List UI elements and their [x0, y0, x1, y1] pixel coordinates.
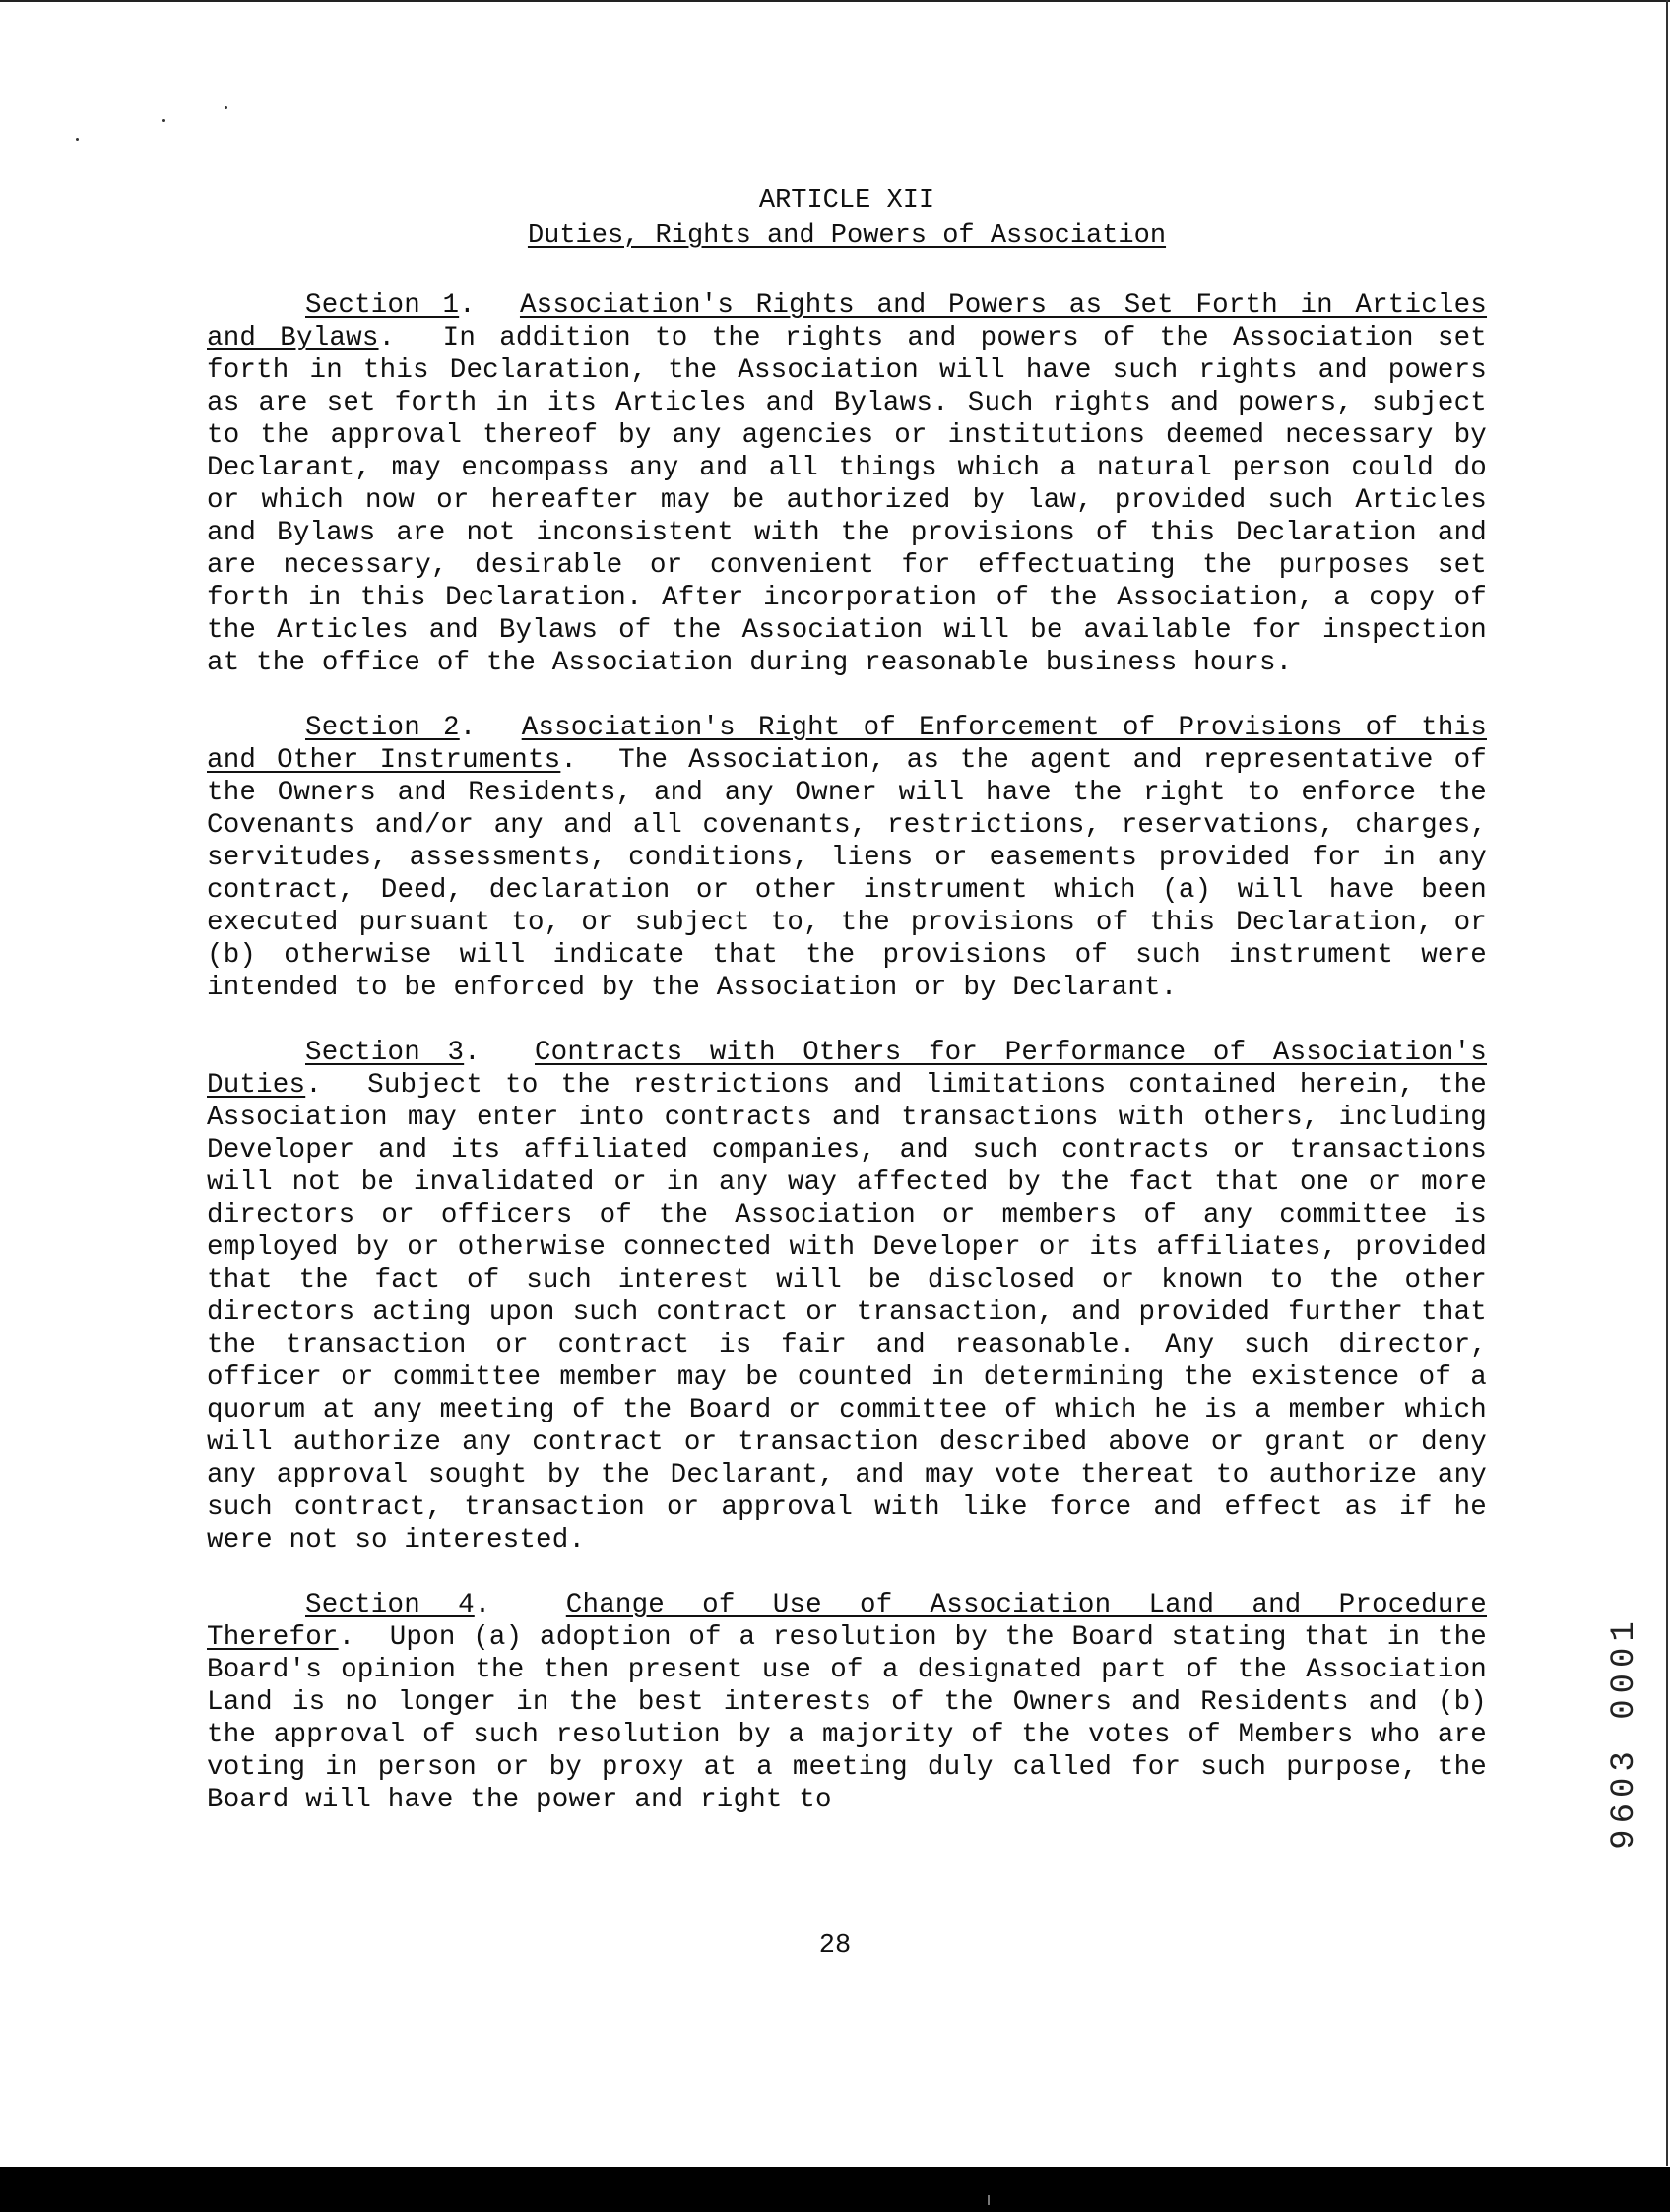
section-4: Section 4. Change of Use of Association Land and Procedure Therefor. Upon (a) adoption of a resolution by the Board stating that in the Board's opinion the then present use of a designated part of the Association Land is no longer in the best interests of the Owners and Residents and (b) the approval of such resolution by a majority of the votes of Members who are voting in person or by proxy at a meeting duly called for such purpose, the Board will have the power and right to [207, 1590, 1487, 1815]
section-heading: Change of Use of Association Land and Procedure Therefor [207, 1590, 1487, 1653]
section-3: Section 3. Contracts with Others for Performance of Association's Duties. Subject to the restrictions and limitations contained herein, the Association may enter into contracts and transactions with others, including Developer and its affiliated companies, and such contracts or transactions will not be invalidated or in any way affected by the fact that one or more directors or officers of the Association or members of any committee is employed by or otherwise connected with Developer or its affiliates, provided that the fact of such interest will be disclosed or known to the other directors acting upon such contract or transaction, and provided further that the transaction or contract is fair and reasonable. Any such director, officer or committee member may be counted in determining the existence of a quorum at any meeting of the Board or committee of which he is a member which will authorize any contract or transaction described above or grant or deny any approval sought by the Declarant, and may vote thereat to authorize any such contract, transaction or approval with like force and effect as if he were not so interested. [207, 1038, 1488, 1555]
page-top-edge [0, 0, 1670, 2]
section-number: Section 1 [305, 290, 460, 321]
page-number: 28 [818, 1931, 852, 1961]
section-number: Section 2 [305, 713, 460, 743]
section-heading: Contracts with Others for Performance of Association's Duties [207, 1038, 1488, 1101]
section-heading: Association's Rights and Powers as Set Forth in Articles and Bylaws [207, 290, 1488, 353]
section-text: In addition to the rights and powers of the Association set forth in this Declaration, the Association will have such rights and powers as are set forth in its Articles and Bylaws. Such rights and powers, subject to the approval thereof by any agencies or institutions deemed necessary by Declarant, may encompass any and all things which a natural person could do or which now or hereafter may be authorized by law, provided such Articles and Bylaws are not inconsistent with the provisions of this Declaration and are necessary, desirable or convenient for effectuating the purposes set forth in this Declaration. After incorporation of the Association, a copy of the Articles and Bylaws of the Association will be available for inspection at the office of the Association during reasonable business hours. [207, 323, 1487, 678]
section-number: Section 4 [305, 1590, 475, 1620]
sections [207, 289, 1487, 1816]
section-2: Section 2. Association's Right of Enforcement of Provisions of this and Other Instruments. The Association, as the agent and representative of the Owners and Residents, and any Owner will have the right to enforce the Covenants and/or any and all covenants, restrictions, reservations, charges, servitudes, assessments, conditions, liens or easements provided for in any contract, Deed, declaration or other instrument which (a) will have been executed pursuant to, or subject to, the provisions of this Declaration, or (b) otherwise will indicate that the provisions of such instrument were intended to be enforced by the Association or by Declarant. [207, 713, 1488, 1003]
side-stamp [1605, 1555, 1644, 1910]
scan-bottom-tick [988, 2195, 990, 2205]
section-heading: Association's Right of Enforcement of Provisions of this and Other Instruments [207, 713, 1487, 776]
section-text: Subject to the restrictions and limitations contained herein, the Association may enter into contracts and transactions with others, including Developer and its affiliated companies, and such contracts or transactions will not be invalidated or in any way affected by the fact that one or more directors or officers of the Association or members of any committee is employed by or otherwise connected with Developer or its affiliates, provided that the fact of such interest will be disclosed or known to the other directors acting upon such contract or transaction, and provided further that the transaction or contract is fair and reasonable. Any such director, officer or committee member may be counted in determining the existence of a quorum at any meeting of the Board or committee of which he is a member which will authorize any contract or transaction described above or grant or deny any approval sought by the Declarant, and may vote thereat to authorize any such contract, transaction or approval with like force and effect as if he were not so interested. [207, 1070, 1487, 1555]
scan-speck [162, 119, 165, 122]
section-1: Section 1. Association's Rights and Powers as Set Forth in Articles and Bylaws. In addition to the rights and powers of the Association set forth in this Declaration, the Association will have such rights and powers as are set forth in its Articles and Bylaws. Such rights and powers, subject to the approval thereof by any agencies or institutions deemed necessary by Declarant, may encompass any and all things which a natural person could do or which now or hereafter may be authorized by law, provided such Articles and Bylaws are not inconsistent with the provisions of this Declaration and are necessary, desirable or convenient for effectuating the purposes set forth in this Declaration. After incorporation of the Association, a copy of the Articles and Bylaws of the Association will be available for inspection at the office of the Association during reasonable business hours. [207, 290, 1488, 678]
scan-bottom-band [0, 2167, 1670, 2212]
article-subtitle: Duties, Rights and Powers of Association [527, 221, 1167, 251]
scan-speck [76, 138, 79, 141]
section-text: Upon (a) adoption of a resolution by the Board stating that in the Board's opinion the then present use of a designated part of the Association Land is no longer in the best interests of the Owners and Residents and (b) the approval of such resolution by a majority of the votes of Members who are voting in person or by proxy at a meeting duly called for such purpose, the Board will have the power and right to [207, 1622, 1487, 1815]
section-number: Section 3 [305, 1038, 465, 1068]
page-right-edge [1666, 0, 1668, 2166]
side-stamp-text: 9603 0001 [1606, 1615, 1643, 1850]
section-text: The Association, as the agent and representative of the Owners and Residents, and any Owner will have the right to enforce the Covenants and/or any and all covenants, restrictions, reservations, charges, servitudes, assessments, conditions, liens or easements provided for in any contract, Deed, declaration or other instrument which (a) will have been executed pursuant to, or subject to, the provisions of this Declaration, or (b) otherwise will indicate that the provisions of such instrument were intended to be enforced by the Association or by Declarant. [207, 745, 1488, 1003]
article-title: ARTICLE XII [758, 186, 935, 216]
article-body [207, 183, 1487, 1849]
scan-speck [225, 106, 227, 109]
